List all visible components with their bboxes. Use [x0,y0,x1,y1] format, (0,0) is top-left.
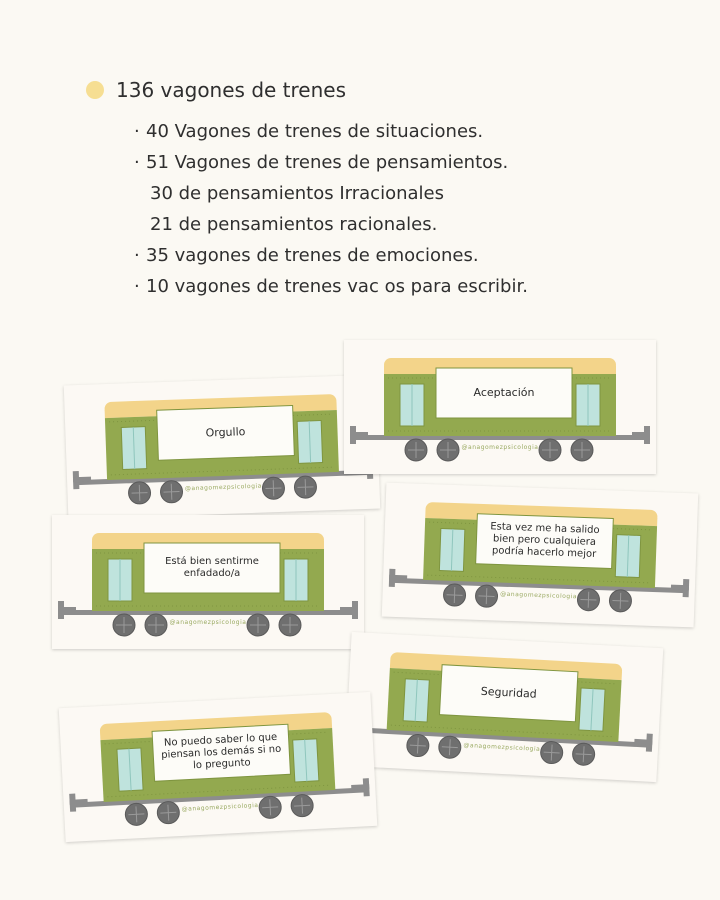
heading-text: 136 vagones de trenes [116,78,346,102]
list-subitem [134,209,528,240]
card-watermark: @anagomezpsicologia [461,444,539,451]
train-card [345,632,664,782]
card-label: Esta vez me ha salido bien pero cualquiera podría hacerlo mejor [490,521,600,560]
list-item [134,147,528,178]
list-item-text: 40 Vagones de trenes de situaciones. [146,121,484,142]
list-item-text: 35 vagones de trenes de emociones. [146,245,479,266]
train-card [64,375,380,520]
card-label: Aceptación [473,386,535,399]
card-label: Seguridad [480,684,538,701]
list-item-text: 51 Vagones de trenes de pensamientos. [146,152,509,173]
list-bullet: · [134,152,140,173]
list-item [134,271,528,302]
card-label: Orgullo [205,425,246,440]
list-subitem [134,178,528,209]
card-watermark: @anagomezpsicologia [169,619,247,626]
card-watermark: @anagomezpsicologia [184,482,262,493]
list-subitem-text: 30 de pensamientos Irracionales [150,183,444,204]
content-list [134,116,528,302]
train-card [59,692,378,842]
list-bullet: · [134,276,140,297]
list-subitem-text: 21 de pensamientos racionales. [150,214,438,235]
list-bullet: · [134,245,140,266]
card-watermark: @anagomezpsicologia [500,590,578,601]
train-card [52,515,364,649]
list-item [134,240,528,271]
section-heading [86,78,346,102]
train-card [382,483,698,628]
list-item [134,116,528,147]
train-card [344,340,656,474]
list-bullet: · [134,121,140,142]
card-label: Está bien sentirme enfadado/a [165,556,259,579]
card-label: No puedo saber lo que piensan los demás si no lo pregunto [160,731,282,772]
card-watermark: @anagomezpsicologia [463,741,541,753]
bullet-dot-icon [86,81,104,99]
card-watermark: @anagomezpsicologia [181,801,259,813]
list-item-text: 10 vagones de trenes vac os para escribir. [146,276,528,297]
